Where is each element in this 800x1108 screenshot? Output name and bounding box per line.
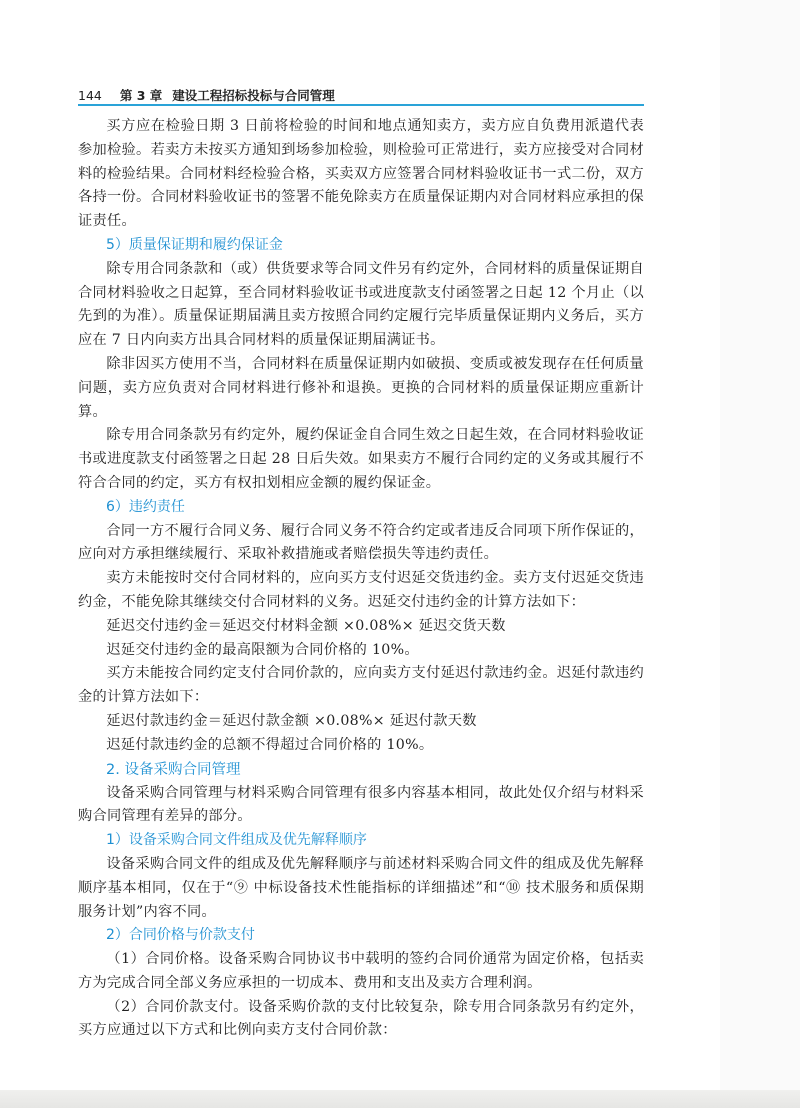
section-heading: 2. 设备采购合同管理 [106, 761, 241, 778]
formula-line: 延迟交付违约金＝延迟交付材料金额 ×0.08%× 延迟交货天数 [106, 617, 506, 634]
page-margin [720, 0, 800, 1108]
section-heading: 6）违约责任 [106, 498, 185, 515]
paragraph: 除非因买方使用不当，合同材料在质量保证期内如破损、变质或被发现存在任何质量问题，卖方应负责对合同材料进行修补和退换。更换的合同材料的质量保证期应重新计算。 [78, 355, 644, 420]
paragraph: 设备采购合同文件的组成及优先解释顺序与前述材料采购合同文件的组成及优先解释顺序基本相同，仅在于“⑨ 中标设备技术性能指标的详细描述”和“⑩ 技术服务和质保期服务计划”内容不同。 [78, 855, 644, 920]
paragraph: 买方应在检验日期 3 日前将检验的时间和地点通知卖方，卖方应自负费用派遣代表参加检验。若卖方未按买方通知到场参加检验，则检验可正常进行，卖方应接受对合同材料的检验结果。合同材料经检验合格，买卖双方应签署合同材料验收证书一式二份，双方各持一份。合同材料验收证书的签署不能免除卖方在质量保证期内对合同材料应承担的保证责任。 [78, 118, 644, 230]
scan-edge [0, 1090, 800, 1108]
paragraph: 除专用合同条款另有约定外，履约保证金自合同生效之日起生效，在合同材料验收证书或进度款支付函签署之日起 28 日后失效。如果卖方不履行合同约定的义务或其履行不符合合同的约定，买方有权扣划相应金额的履约保证金。 [78, 427, 644, 491]
paragraph: 合同一方不履行合同义务、履行合同义务不符合约定或者违反合同项下所作保证的，应向对方承担继续履行、采取补救措施或者赔偿损失等违约责任。 [78, 522, 644, 563]
paragraph: 卖方未能按时交付合同材料的，应向买方支付迟延交货违约金。卖方支付迟延交货违约金，不能免除其继续交付合同材料的义务。迟延交付违约金的计算方法如下： [78, 570, 644, 610]
paragraph: （2）合同价款支付。设备采购价款的支付比较复杂，除专用合同条款另有约定外，买方应通过以下方式和比例向卖方支付合同价款： [78, 998, 644, 1039]
paragraph: 设备采购合同管理与材料采购合同管理有很多内容基本相同，故此处仅介绍与材料采购合同管理有差异的部分。 [78, 784, 644, 825]
section-heading: 5）质量保证期和履约保证金 [106, 236, 283, 253]
paragraph: 除专用合同条款和（或）供货要求等合同文件另有约定外，合同材料的质量保证期自合同材料验收之日起算，至合同材料验收证书或进度款支付函签署之日起 12 个月止（以先到的为准）。质量保证期届满且卖方按照合同约定履行完毕质量保证期内义务后，买方应在 7 日内向卖方出具合同材料的质量保证期届满证书。 [78, 260, 644, 349]
chapter-number: 第 3 章 [119, 88, 163, 103]
page-number: 144 [78, 87, 102, 103]
header-rule [78, 104, 644, 106]
paragraph: 买方未能按合同约定支付合同价款的，应向卖方支付延迟付款违约金。迟延付款违约金的计算方法如下： [78, 665, 644, 706]
formula-line: 迟延交付违约金的最高限额为合同价格的 10%。 [106, 641, 419, 658]
formula-line: 迟延付款违约金的总额不得超过合同价格的 10%。 [106, 736, 434, 753]
section-heading: 2）合同价格与价款支付 [106, 927, 255, 944]
formula-line: 延迟付款违约金＝延迟付款金额 ×0.08%× 延迟付款天数 [106, 712, 477, 729]
paragraph: （1）合同价格。设备采购合同协议书中载明的签约合同价通常为固定价格，包括卖方为完成合同全部义务应承担的一切成本、费用和支出及卖方合理利润。 [78, 951, 644, 991]
page-body [78, 115, 644, 1043]
chapter-title: 建设工程招标投标与合同管理 [172, 88, 335, 103]
running-header [78, 84, 644, 106]
section-heading: 1）设备采购合同文件组成及优先解释顺序 [106, 832, 367, 849]
